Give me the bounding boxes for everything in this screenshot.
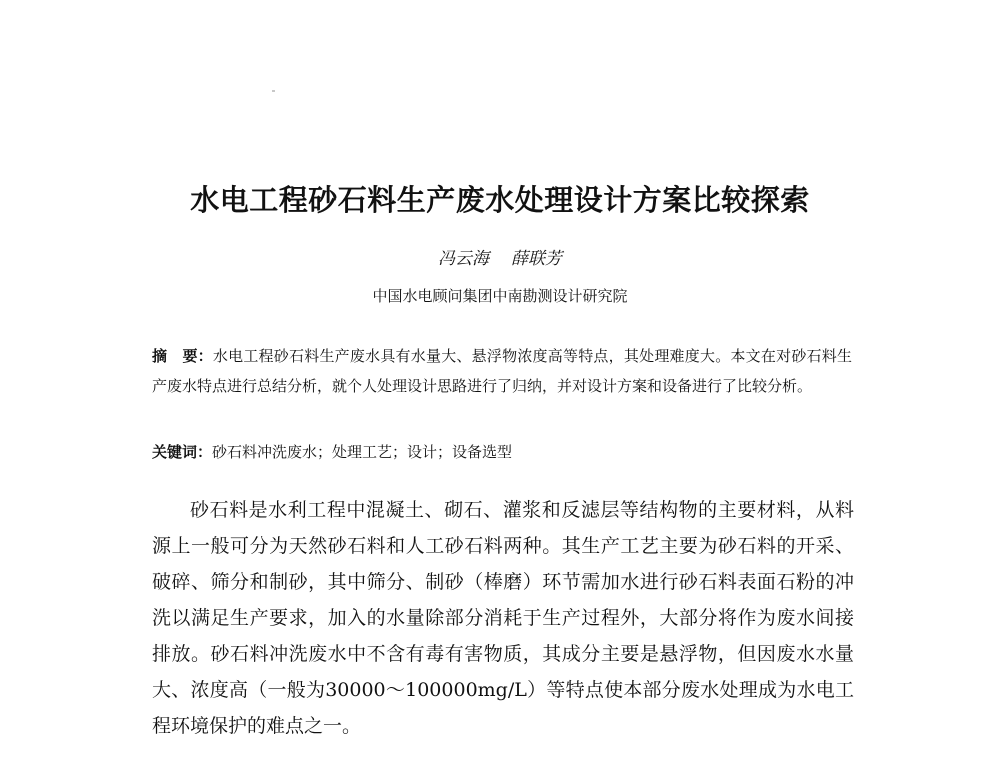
keywords-text: 砂石料冲洗废水；处理工艺；设计；设备选型 <box>212 443 513 461</box>
keywords <box>152 438 852 466</box>
author-list <box>0 244 1000 269</box>
abstract <box>152 341 852 401</box>
body-paragraph: 砂石料是水利工程中混凝土、砌石、灌浆和反滤层等结构物的主要材料，从料源上一般可分为天然砂石料和人工砂石料两种。其生产工艺主要为砂石料的开采、破碎、筛分和制砂，其中筛分、制砂（棒磨）环节需加水进行砂石料表面石粉的冲洗以满足生产要求，加入的水量除部分消耗于生产过程外，大部分将作为废水间接排放。砂石料冲洗废水中不含有毒有害物质，其成分主要是悬浮物，但因废水水量大、浓度高（一般为30000～100000mg/L）等特点使本部分废水处理成为水电工程环境保护的难点之一。 <box>152 499 854 737</box>
author-affiliation: 中国水电顾问集团中南勘测设计研究院 <box>372 287 628 305</box>
scan-artifact <box>272 90 275 92</box>
author-name: 薛联芳 <box>511 249 562 269</box>
keywords-label: 关键词： <box>152 443 213 461</box>
abstract-label: 摘 要： <box>152 347 213 365</box>
paper-title: 水电工程砂石料生产废水处理设计方案比较探索 <box>190 183 810 217</box>
abstract-text: 水电工程砂石料生产废水具有水量大、悬浮物浓度高等特点，其处理难度大。本文在对砂石料生产废水特点进行总结分析，就个人处理设计思路进行了归纳，并对设计方案和设备进行了比较分析。 <box>152 347 852 395</box>
author-name: 冯云海 <box>438 249 489 269</box>
